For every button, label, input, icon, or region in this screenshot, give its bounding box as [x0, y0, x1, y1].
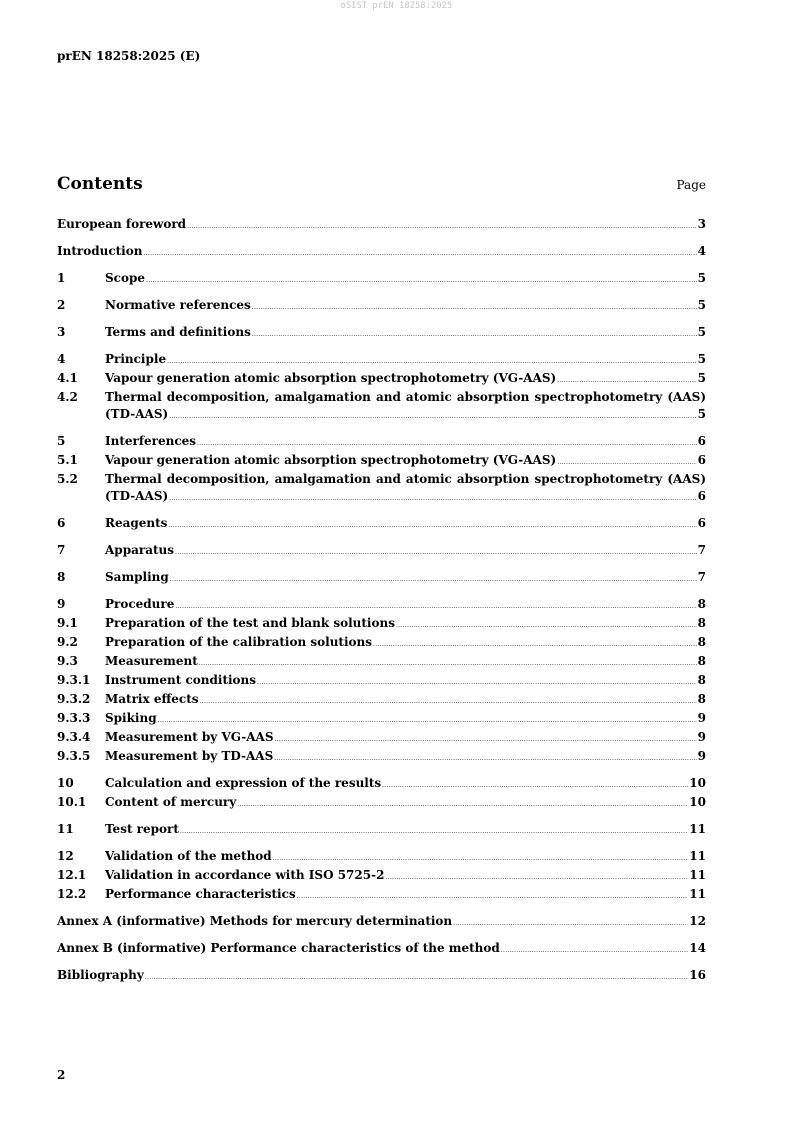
dot-leader	[158, 712, 697, 729]
toc-entry-number: 12.2	[57, 887, 87, 901]
toc-entry-number: 10.1	[57, 795, 87, 809]
toc-entry-number: 9.3.2	[57, 692, 91, 706]
dot-leader	[146, 272, 697, 289]
toc-entry-title: Instrument conditions	[105, 673, 257, 687]
toc-entry-page: 5	[697, 325, 706, 339]
toc-entry[interactable]	[57, 297, 706, 316]
toc-entry-title: Test report	[105, 822, 179, 836]
toc-entry-page: 12	[689, 914, 706, 928]
toc-entry[interactable]	[57, 324, 706, 343]
toc-entry-page: 3	[697, 217, 706, 231]
toc-entry[interactable]	[57, 794, 706, 813]
toc-entry-number: 8	[57, 570, 66, 584]
table-of-contents	[57, 216, 706, 986]
toc-entry-number: 2	[57, 298, 66, 312]
toc-entry-number: 9.3.4	[57, 730, 91, 744]
page-number: 2	[57, 1068, 66, 1082]
watermark: oSIST prEN 18258:2025	[340, 1, 453, 11]
toc-entry-title: Preparation of the test and blank solutions	[105, 616, 395, 630]
toc-entry-page: 5	[697, 298, 706, 312]
dot-leader	[175, 598, 696, 615]
dot-leader	[275, 731, 697, 748]
toc-entry-number: 9.3.5	[57, 749, 91, 763]
toc-entry-number: 9.3	[57, 654, 78, 668]
toc-entry-number: 4.1	[57, 371, 78, 385]
toc-entry[interactable]	[57, 515, 706, 534]
toc-entry-number: 10	[57, 776, 74, 790]
dot-leader	[199, 655, 697, 672]
dot-leader	[396, 617, 697, 634]
dot-leader	[453, 915, 688, 932]
toc-entry-title: Measurement by VG-AAS	[105, 730, 274, 744]
toc-entry[interactable]	[57, 351, 706, 370]
toc-entry[interactable]	[57, 216, 706, 235]
dot-leader	[200, 693, 697, 710]
toc-entry-title: Introduction	[57, 244, 143, 258]
toc-entry[interactable]	[57, 270, 706, 289]
toc-entry-number: 3	[57, 325, 66, 339]
toc-entry-page: 11	[689, 868, 706, 882]
toc-entry[interactable]	[57, 389, 706, 425]
dot-leader	[175, 544, 697, 561]
toc-entry-page: 7	[697, 543, 706, 557]
dot-leader	[273, 850, 689, 867]
toc-entry-page: 10	[689, 776, 706, 790]
toc-entry[interactable]	[57, 691, 706, 710]
toc-entry-title: Reagents	[105, 516, 168, 530]
dot-leader	[385, 869, 688, 886]
toc-entry[interactable]	[57, 821, 706, 840]
toc-entry-title: Measurement	[105, 654, 198, 668]
toc-entry-page: 8	[697, 597, 706, 611]
toc-entry-number: 9.3.1	[57, 673, 91, 687]
toc-entry[interactable]	[57, 867, 706, 886]
toc-entry-page: 6	[697, 489, 706, 503]
toc-entry-title: Calculation and expression of the results	[105, 776, 382, 790]
toc-entry[interactable]	[57, 653, 706, 672]
toc-entry[interactable]	[57, 710, 706, 729]
dot-leader	[143, 245, 696, 262]
toc-entry[interactable]	[57, 433, 706, 452]
toc-entry[interactable]	[57, 243, 706, 262]
dot-leader	[297, 888, 689, 905]
toc-entry[interactable]	[57, 370, 706, 389]
toc-entry-title: Matrix effects	[105, 692, 199, 706]
toc-entry-page: 9	[697, 749, 706, 763]
toc-entry-number: 9	[57, 597, 66, 611]
toc-entry[interactable]	[57, 848, 706, 867]
dot-leader	[252, 326, 697, 343]
toc-entry-page: 6	[697, 516, 706, 530]
dot-leader	[257, 674, 697, 691]
toc-entry-title: Validation in accordance with ISO 5725-2	[105, 868, 385, 882]
toc-entry-page: 8	[697, 692, 706, 706]
toc-entry-title: Annex A (informative) Methods for mercury determination	[57, 914, 453, 928]
toc-entry-title: Measurement by TD-AAS	[105, 749, 274, 763]
toc-entry-number: 9.1	[57, 616, 78, 630]
toc-entry-page: 5	[697, 407, 706, 421]
dot-leader	[557, 372, 696, 389]
toc-entry[interactable]	[57, 748, 706, 767]
toc-entry-title: Preparation of the calibration solutions	[105, 635, 372, 649]
document-id: prEN 18258:2025 (E)	[57, 49, 201, 63]
toc-entry[interactable]	[57, 471, 706, 507]
toc-entry-page: 6	[697, 453, 706, 467]
toc-entry-title: Sampling	[105, 570, 169, 584]
toc-entry[interactable]	[57, 886, 706, 905]
toc-entry-page: 8	[697, 673, 706, 687]
dot-leader	[382, 777, 688, 794]
toc-entry-page: 5	[697, 371, 706, 385]
toc-entry-number: 5.1	[57, 453, 78, 467]
toc-entry-page: 7	[697, 570, 706, 584]
toc-entry-title: Validation of the method	[105, 849, 272, 863]
toc-entry-title: Bibliography	[57, 968, 144, 982]
toc-entry[interactable]	[57, 967, 706, 986]
toc-entry-page: 9	[697, 730, 706, 744]
dot-leader	[274, 750, 696, 767]
toc-entry-title: Normative references	[105, 298, 251, 312]
toc-entry-page: 11	[689, 887, 706, 901]
toc-entry-page: 10	[689, 795, 706, 809]
toc-entry-number: 1	[57, 271, 66, 285]
toc-entry-number: 12	[57, 849, 74, 863]
dot-leader	[237, 796, 688, 813]
dot-leader	[167, 353, 697, 370]
toc-entry[interactable]	[57, 913, 706, 932]
toc-entry-title: Spiking	[105, 711, 157, 725]
toc-entry-title: Procedure	[105, 597, 175, 611]
toc-entry-number: 12.1	[57, 868, 87, 882]
toc-entry-page: 16	[689, 968, 706, 982]
toc-entry[interactable]	[57, 634, 706, 653]
toc-entry-title: Vapour generation atomic absorption spectrophotometry (VG-AAS)	[105, 453, 557, 467]
dot-leader	[557, 454, 696, 471]
toc-entry[interactable]	[57, 775, 706, 794]
toc-entry-title: European foreword	[57, 217, 187, 231]
toc-entry-page: 6	[697, 434, 706, 448]
toc-entry-page: 8	[697, 635, 706, 649]
dot-leader	[170, 571, 697, 588]
dot-leader	[252, 299, 697, 316]
toc-entry-title-line: Thermal decomposition, amalgamation and atomic absorption spectrophotometry (AAS)	[105, 390, 706, 404]
toc-entry[interactable]	[57, 672, 706, 691]
toc-entry-page: 4	[697, 244, 706, 258]
toc-entry-title: (TD-AAS)	[105, 407, 169, 421]
toc-entry-number: 7	[57, 543, 66, 557]
toc-entry-page: 5	[697, 271, 706, 285]
toc-entry-number: 4	[57, 352, 66, 366]
page-title: Contents	[57, 174, 143, 194]
toc-entry-title: Scope	[105, 271, 146, 285]
toc-entry-page: 8	[697, 616, 706, 630]
toc-entry-title: (TD-AAS)	[105, 489, 169, 503]
dot-leader	[169, 408, 696, 425]
toc-entry-number: 5	[57, 434, 66, 448]
toc-entry-page: 11	[689, 822, 706, 836]
dot-leader	[169, 490, 696, 507]
toc-entry-number: 6	[57, 516, 66, 530]
toc-entry-title: Apparatus	[105, 543, 174, 557]
toc-entry[interactable]	[57, 542, 706, 561]
toc-entry-number: 11	[57, 822, 74, 836]
toc-entry-page: 9	[697, 711, 706, 725]
toc-entry[interactable]	[57, 729, 706, 748]
toc-entry-number: 9.2	[57, 635, 78, 649]
toc-entry[interactable]	[57, 452, 706, 471]
toc-entry-title: Performance characteristics	[105, 887, 296, 901]
toc-entry-title-line: Thermal decomposition, amalgamation and atomic absorption spectrophotometry (AAS)	[105, 472, 706, 486]
dot-leader	[373, 636, 697, 653]
toc-entry-page: 5	[697, 352, 706, 366]
dot-leader	[197, 435, 697, 452]
toc-entry[interactable]	[57, 596, 706, 615]
dot-leader	[168, 517, 696, 534]
toc-entry-title: Terms and definitions	[105, 325, 251, 339]
dot-leader	[501, 942, 689, 959]
page-column-label: Page	[676, 178, 706, 192]
dot-leader	[187, 218, 697, 235]
toc-entry[interactable]	[57, 569, 706, 588]
toc-entry-page: 11	[689, 849, 706, 863]
toc-entry-title: Annex B (informative) Performance characteristics of the method	[57, 941, 500, 955]
toc-entry-title: Interferences	[105, 434, 197, 448]
toc-entry-number: 5.2	[57, 472, 78, 486]
dot-leader	[180, 823, 688, 840]
toc-entry-title: Vapour generation atomic absorption spectrophotometry (VG-AAS)	[105, 371, 557, 385]
dot-leader	[145, 969, 689, 986]
toc-entry-title: Content of mercury	[105, 795, 237, 809]
toc-entry[interactable]	[57, 615, 706, 634]
toc-entry-number: 9.3.3	[57, 711, 91, 725]
toc-entry-page: 8	[697, 654, 706, 668]
toc-entry-number: 4.2	[57, 390, 78, 404]
toc-entry[interactable]	[57, 940, 706, 959]
toc-entry-title: Principle	[105, 352, 167, 366]
toc-entry-page: 14	[689, 941, 706, 955]
